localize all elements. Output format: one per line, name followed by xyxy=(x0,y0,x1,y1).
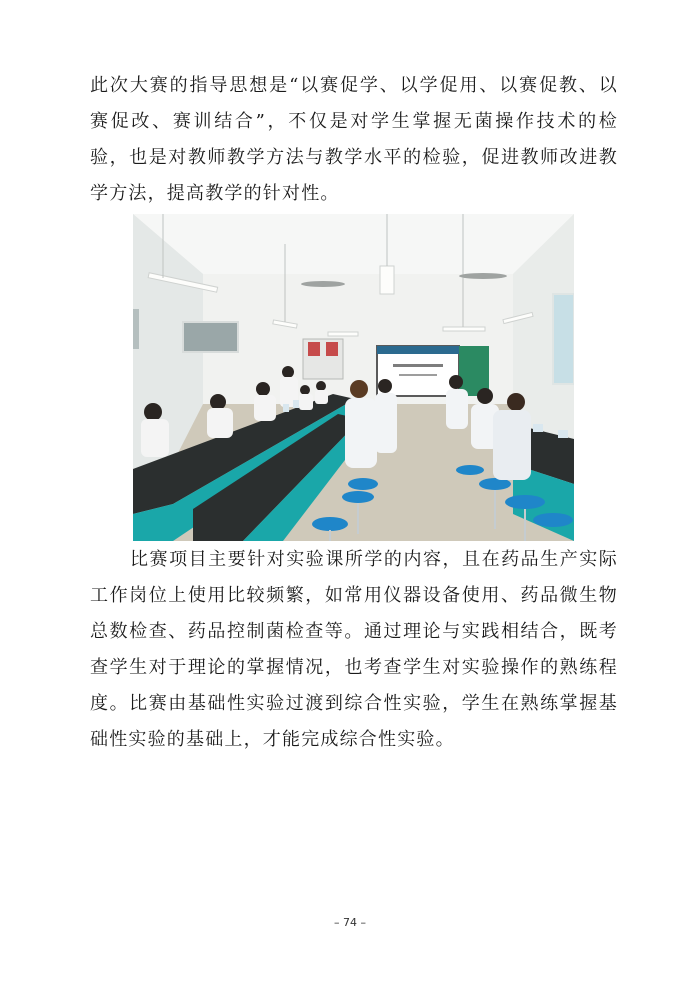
classroom-photo-icon xyxy=(133,214,574,541)
body-paragraph-2: 比赛项目主要针对实验课所学的内容，且在药品生产实际工作岗位上使用比较频繁，如常用仪器设备使用、药品微生物总数检查、药品控制菌检查等。通过理论与实践相结合，既考查学生对于理论的掌握情况，也考查学生对实验操作的熟练程度。比赛由基础性实验过渡到综合性实验，学生在熟练掌握基础性实验的基础上，才能完成综合性实验。 xyxy=(90,549,618,750)
classroom-photo xyxy=(133,214,574,541)
body-paragraph-1: 此次大赛的指导思想是“以赛促学、以学促用、以赛促教、以赛促改、赛训结合”，不仅是对学生掌握无菌操作技术的检验，也是对教师教学方法与教学水平的检验，促进教师改进教学方法，提高教学的针对性。 xyxy=(90,75,618,204)
page-number: – 74 – xyxy=(334,916,366,929)
